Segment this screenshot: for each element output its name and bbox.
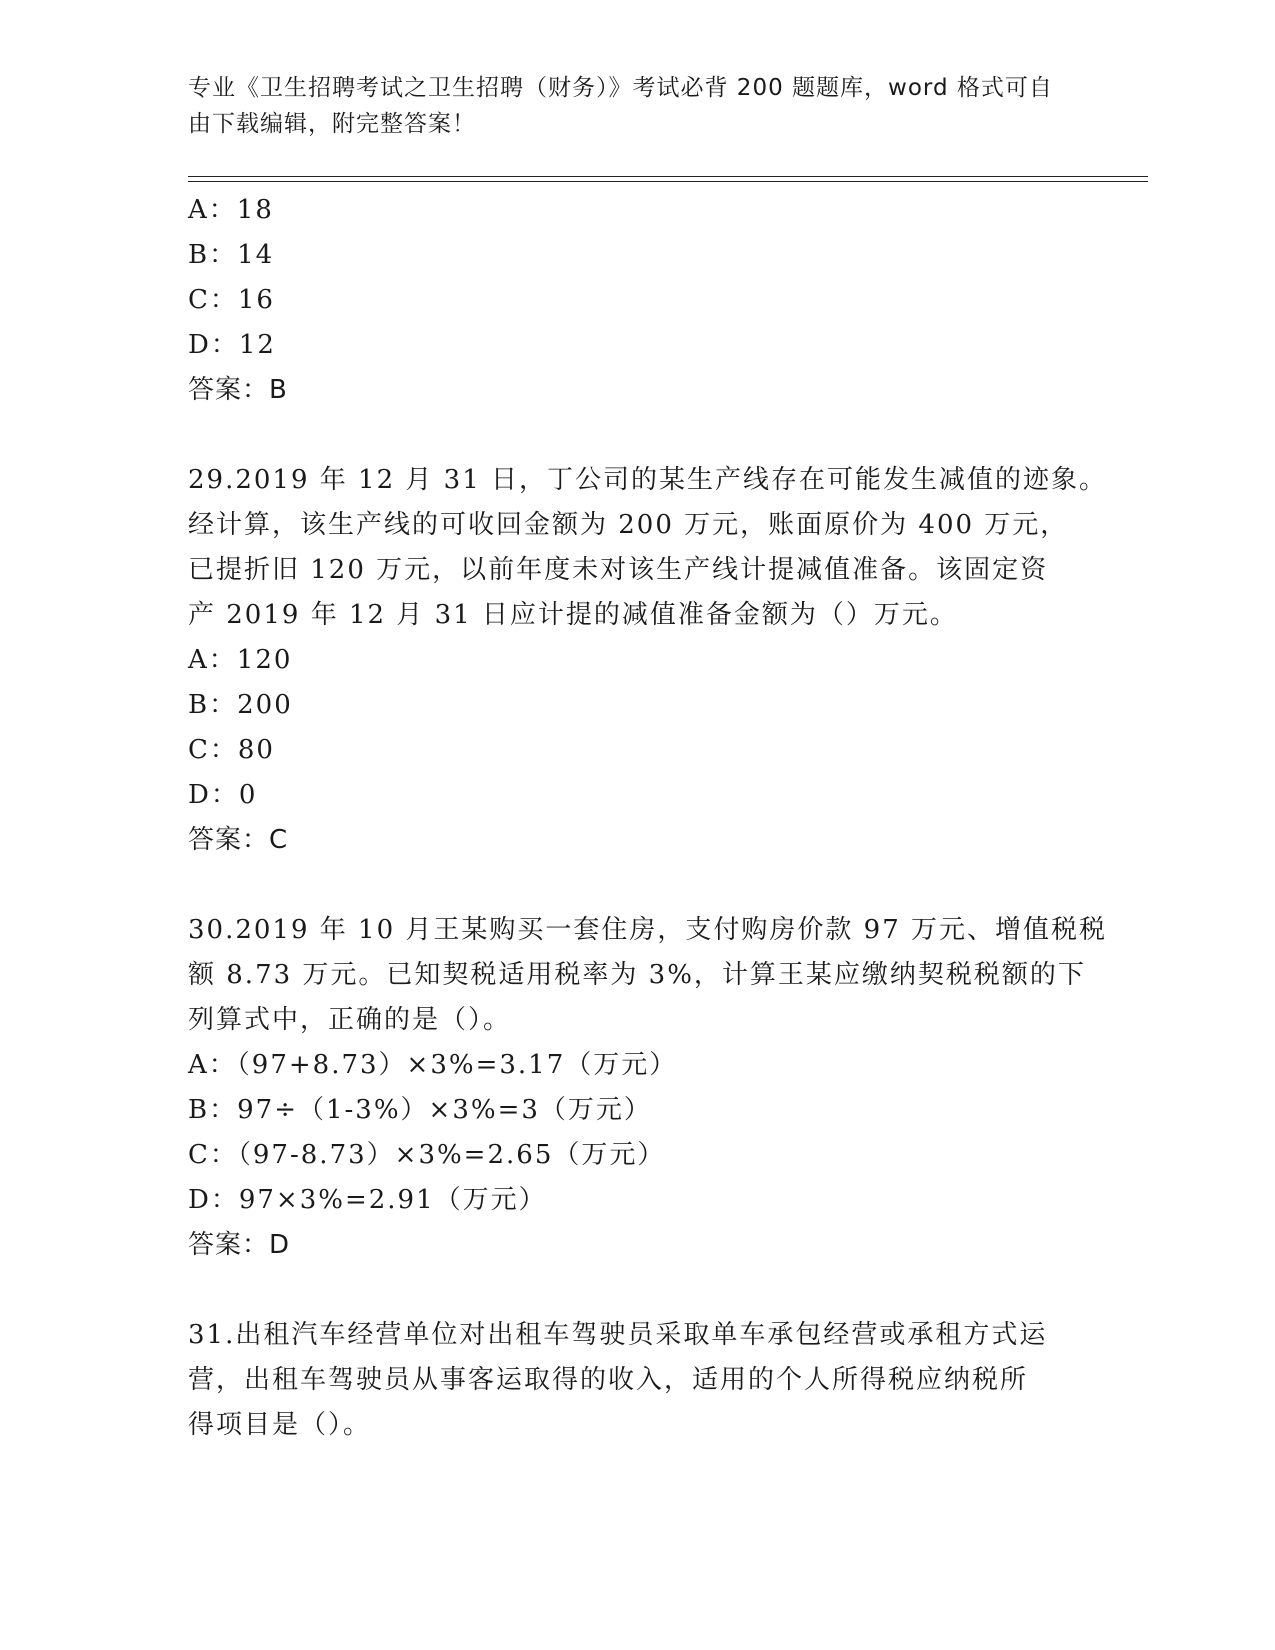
question-stem-line: 产 2019 年 12 月 31 日应计提的减值准备金额为（）万元。 [188, 600, 958, 630]
option-a: A：（97+8.73）×3%=3.17（万元） [188, 1050, 678, 1080]
question-stem-line: 列算式中，正确的是（）。 [188, 1005, 512, 1035]
option-d: D：97×3%=2.91（万元） [188, 1185, 547, 1215]
question-stem-line: 已提折旧 120 万元，以前年度未对该生产线计提减值准备。该固定资 [188, 555, 1049, 585]
spacer [188, 413, 1088, 458]
option-b: B：200 [188, 690, 293, 720]
header-divider-bottom [188, 181, 1148, 182]
document-header [188, 70, 1068, 142]
option-d: D：12 [188, 330, 276, 360]
answer-line: 答案：B [188, 375, 288, 405]
question-stem-line: 额 8.73 万元。已知契税适用税率为 3%，计算王某应缴纳契税税额的下 [188, 960, 1086, 990]
header-line-1: 专业《卫生招聘考试之卫生招聘（财务）》考试必背 200 题题库，word 格式可自 [188, 75, 1053, 101]
header-divider-top [188, 176, 1148, 177]
question-stem-line: 经计算，该生产线的可收回金额为 200 万元，账面原价为 400 万元， [188, 510, 1069, 540]
option-c: C：（97-8.73）×3%=2.65（万元） [188, 1140, 666, 1170]
option-c: C：80 [188, 735, 275, 765]
answer-line: 答案：C [188, 825, 289, 855]
question-stem-line: 31.出租汽车经营单位对出租车驾驶员采取单车承包经营或承租方式运 [188, 1320, 1048, 1350]
question-stem-line: 29.2019 年 12 月 31 日，丁公司的某生产线存在可能发生减值的迹象。 [188, 465, 1108, 495]
spacer [188, 863, 1088, 908]
option-a: A：120 [188, 645, 293, 675]
option-c: C：16 [188, 285, 275, 315]
question-stem-line: 30.2019 年 10 月王某购买一套住房，支付购房价款 97 万元、增值税税 [188, 915, 1108, 945]
question-28 [188, 188, 1088, 413]
header-line-2: 由下载编辑，附完整答案！ [188, 111, 476, 137]
answer-line: 答案：D [188, 1230, 291, 1260]
spacer [188, 1268, 1088, 1313]
option-d: D：0 [188, 780, 258, 810]
option-b: B：97÷（1-3%）×3%=3（万元） [188, 1095, 652, 1125]
question-29 [188, 458, 1108, 863]
question-31 [188, 1313, 1088, 1448]
question-30 [188, 908, 1108, 1268]
question-stem-line: 得项目是（）。 [188, 1410, 372, 1440]
option-b: B：14 [188, 240, 275, 270]
question-content [188, 188, 1108, 1448]
question-stem-line: 营，出租车驾驶员从事客运取得的收入，适用的个人所得税应纳税所 [188, 1365, 1029, 1395]
option-a: A：18 [188, 195, 274, 225]
